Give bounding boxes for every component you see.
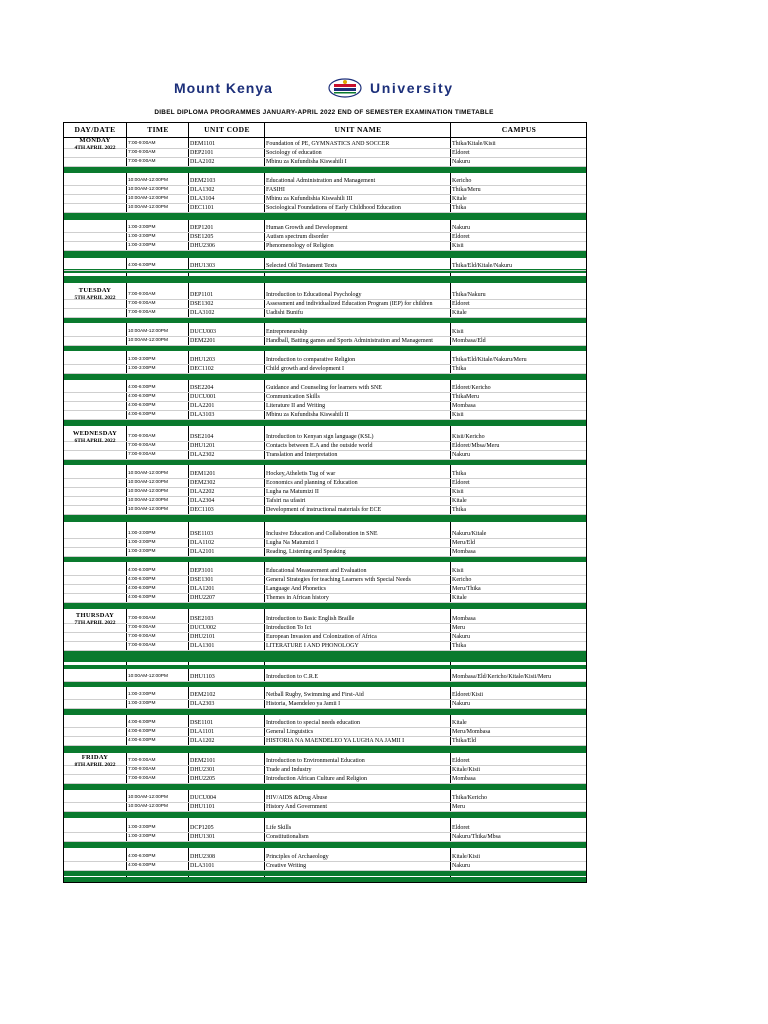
- cell-time: 10:00AM-12:00PM: [128, 674, 168, 679]
- cell-unit-name: Economics and planning of Education: [266, 480, 358, 486]
- cell-time: 7:00-9:00AM: [128, 767, 156, 772]
- cell-time: 7:00-9:00AM: [128, 758, 156, 763]
- cell-campus: Kisii: [452, 489, 464, 495]
- cell-campus: Nakuru: [452, 452, 470, 458]
- cell-time: 10:00AM-12:00PM: [128, 480, 168, 485]
- cell-time: 10:00AM-12:00PM: [128, 471, 168, 476]
- header-day-date: DAY/DATE: [74, 125, 116, 134]
- cell-unit-name: Guidance and Counseling for learners with SNE: [266, 385, 382, 391]
- cell-campus: Kericho: [452, 178, 472, 184]
- cell-unit-name: European Invasion and Colonization of Africa: [266, 634, 377, 640]
- cell-time: 1:00-3:00PM: [128, 540, 156, 545]
- cell-unit-code: DEM2103: [190, 178, 216, 184]
- cell-unit-code: DEM1101: [190, 141, 216, 147]
- cell-campus: Kisii/Kericho: [452, 434, 485, 440]
- cell-unit-code: DHU2308: [190, 854, 215, 860]
- cell-time: 1:00-3:00PM: [128, 531, 156, 536]
- cell-time: 7:00-9:00AM: [128, 625, 156, 630]
- cell-unit-name: Human Growth and Development: [266, 225, 348, 231]
- table-row: [64, 450, 586, 460]
- cell-campus: Nakuru/Kitale: [452, 531, 487, 537]
- cell-unit-code: DLA2101: [190, 549, 215, 555]
- cell-campus: Thika/Eld/Kitale/Nakuru/Meru: [452, 357, 527, 363]
- cell-unit-code: DLA2201: [190, 403, 215, 409]
- cell-unit-name: Introduction African Culture and Religion: [266, 776, 367, 782]
- table-row: [64, 241, 586, 251]
- separator-band: [64, 167, 586, 173]
- cell-unit-name: Introduction to comparative Religion: [266, 357, 356, 363]
- cell-unit-code: DSE1205: [190, 234, 214, 240]
- cell-campus: Kisii: [452, 243, 464, 249]
- cell-campus: Thika/Meru: [452, 187, 481, 193]
- cell-time: 4:00-6:00PM: [128, 568, 156, 573]
- cell-campus: Kitale: [452, 595, 467, 601]
- cell-time: 4:00-6:00PM: [128, 577, 156, 582]
- cell-unit-name: Child growth and development I: [266, 366, 344, 372]
- day-name: TUESDAY: [78, 287, 112, 294]
- cell-unit-code: DLA1102: [190, 540, 215, 546]
- table-row: [64, 774, 586, 784]
- table-row: [64, 672, 586, 682]
- separator-band: [64, 515, 586, 522]
- cell-unit-name: Assessment and individualized Education Program (IEP) for children: [266, 301, 433, 307]
- cell-campus: Eldoret/Kisii: [452, 692, 483, 698]
- day-label: [64, 287, 126, 301]
- cell-unit-name: Themes in African history: [266, 595, 329, 601]
- table-row: [64, 641, 586, 651]
- cell-time: 10:00AM-12:00PM: [128, 329, 168, 334]
- cell-unit-name: Entrepreneurship: [266, 329, 308, 335]
- cell-time: 4:00-6:00PM: [128, 738, 156, 743]
- cell-unit-code: DHU2207: [190, 595, 215, 601]
- cell-unit-name: Introduction to Educational Psychology: [266, 292, 362, 298]
- cell-unit-name: Inclusive Education and Collaboration in SNE: [266, 531, 378, 537]
- logo-text-left: Mount Kenya: [174, 80, 273, 96]
- cell-campus: Thika: [452, 643, 466, 649]
- cell-unit-code: DHU2306: [190, 243, 215, 249]
- cell-campus: Nakuru: [452, 225, 470, 231]
- table-row: [64, 157, 586, 167]
- cell-unit-code: DEP3101: [190, 568, 214, 574]
- university-crest-icon: [328, 78, 362, 98]
- cell-campus: Mombasa: [452, 403, 476, 409]
- cell-campus: Thika/Eld: [452, 738, 476, 744]
- cell-unit-name: Contacts between E.A and the outside world: [266, 443, 373, 449]
- cell-campus: Nakuru: [452, 863, 470, 869]
- cell-time: 7:00-9:00AM: [128, 452, 156, 457]
- cell-campus: Eldoret: [452, 234, 470, 240]
- cell-unit-name: Uadishi Bunifu: [266, 310, 303, 316]
- cell-unit-code: DEM2201: [190, 338, 216, 344]
- cell-unit-code: DHU2205: [190, 776, 215, 782]
- cell-campus: Meru: [452, 625, 465, 631]
- cell-unit-code: DLA3103: [190, 412, 215, 418]
- cell-campus: Mombasa: [452, 616, 476, 622]
- exam-timetable: [63, 122, 587, 883]
- cell-campus: Kisii: [452, 329, 464, 335]
- cell-unit-code: DUCU001: [190, 394, 217, 400]
- cell-unit-code: DCP1205: [190, 825, 214, 831]
- cell-time: 4:00-6:00PM: [128, 720, 156, 725]
- header-campus: CAMPUS: [501, 125, 537, 134]
- cell-unit-name: HIV/AIDS &Drug Abuse: [266, 795, 328, 801]
- cell-campus: Eldoret/Mbsa/Meru: [452, 443, 500, 449]
- cell-time: 1:00-3:00PM: [128, 825, 156, 830]
- cell-unit-code: DSE1301: [190, 577, 214, 583]
- separator-band: [64, 651, 586, 662]
- cell-unit-code: DEC1103: [190, 507, 214, 513]
- cell-unit-code: DSE1101: [190, 720, 214, 726]
- day-name: WEDNESDAY: [72, 430, 118, 437]
- cell-time: 10:00AM-12:00PM: [128, 489, 168, 494]
- cell-unit-name: Development of instructional materials for ECE: [266, 507, 382, 513]
- document-title: DIBEL DIPLOMA PROGRAMMES JANUARY-APRIL 2022 END OF SEMESTER EXAMINATION TIMETABLE: [154, 109, 494, 116]
- cell-unit-code: DHU2301: [190, 767, 215, 773]
- cell-unit-code: DLA1101: [190, 729, 215, 735]
- cell-time: 10:00AM-12:00PM: [128, 804, 168, 809]
- cell-time: 4:00-6:00PM: [128, 729, 156, 734]
- cell-unit-code: DUCU002: [190, 625, 217, 631]
- cell-campus: Eldoret: [452, 150, 470, 156]
- table-row: [64, 308, 586, 318]
- cell-time: 4:00-6:00PM: [128, 863, 156, 868]
- table-header: [64, 123, 586, 138]
- cell-time: 7:00-9:00AM: [128, 776, 156, 781]
- cell-campus: Thika: [452, 366, 466, 372]
- cell-time: 1:00-3:00PM: [128, 357, 156, 362]
- cell-time: 10:00AM-12:00PM: [128, 498, 168, 503]
- cell-unit-code: DHU1103: [190, 674, 215, 680]
- cell-unit-name: Creative Writing: [266, 863, 307, 869]
- table-row: [64, 593, 586, 603]
- cell-unit-code: DHU1303: [190, 263, 215, 269]
- cell-unit-name: Trade and Industry: [266, 767, 312, 773]
- table-row: [64, 802, 586, 812]
- cell-campus: Meru/Thika: [452, 586, 481, 592]
- cell-unit-code: DUCU003: [190, 329, 217, 335]
- cell-time: 1:00-3:00PM: [128, 225, 156, 230]
- cell-unit-code: DLA1201: [190, 586, 215, 592]
- cell-unit-name: HISTORIA NA MAENDELEO YA LUGHA NA JAMII I: [266, 738, 405, 744]
- cell-unit-code: DLA3101: [190, 863, 215, 869]
- cell-unit-code: DSE2204: [190, 385, 214, 391]
- cell-unit-code: DLA1301: [190, 643, 215, 649]
- cell-unit-code: DLA2303: [190, 701, 215, 707]
- table-row: [64, 699, 586, 709]
- cell-campus: Eldoret: [452, 825, 470, 831]
- cell-time: 1:00-3:00PM: [128, 834, 156, 839]
- cell-unit-name: LITERATURE I AND PHONOLOGY: [266, 643, 359, 649]
- cell-unit-name: Principles of Archaeology: [266, 854, 329, 860]
- cell-time: 4:00-6:00PM: [128, 854, 156, 859]
- cell-unit-name: Mbinu za Kufundisha Kiswahili I: [266, 159, 347, 165]
- cell-unit-code: DHU1301: [190, 834, 215, 840]
- cell-time: 1:00-3:00PM: [128, 243, 156, 248]
- cell-unit-name: General Linguistics: [266, 729, 314, 735]
- cell-campus: ThikaMeru: [452, 394, 479, 400]
- cell-unit-code: DEP1201: [190, 225, 214, 231]
- cell-time: 4:00-6:00PM: [128, 263, 156, 268]
- cell-campus: Meru/Eld: [452, 540, 475, 546]
- cell-unit-code: DHU1201: [190, 443, 215, 449]
- cell-campus: Nakuru: [452, 159, 470, 165]
- cell-time: 10:00AM-12:00PM: [128, 507, 168, 512]
- header-time: TIME: [147, 125, 169, 134]
- cell-time: 7:00-9:00AM: [128, 150, 156, 155]
- cell-campus: Nakuru/Thika/Mbsa: [452, 834, 501, 840]
- separator-band: [64, 842, 586, 848]
- cell-time: 7:00-9:00AM: [128, 159, 156, 164]
- cell-unit-name: Introduction to special needs education: [266, 720, 360, 726]
- separator-band: [64, 811, 586, 818]
- cell-unit-code: DEM2101: [190, 758, 216, 764]
- cell-unit-name: Selected Old Testament Texts: [266, 263, 338, 269]
- separator-band: [64, 276, 586, 283]
- cell-unit-code: DEP2101: [190, 150, 214, 156]
- cell-campus: Kitale: [452, 498, 467, 504]
- separator-band: [64, 784, 586, 790]
- day-name: THURSDAY: [75, 612, 115, 619]
- cell-unit-name: Educational Measurement and Evaluation: [266, 568, 367, 574]
- cell-unit-name: Hockey,Atheletis Tug of war: [266, 471, 336, 477]
- cell-unit-code: DLA2202: [190, 489, 215, 495]
- cell-campus: Thika/Kericho: [452, 795, 487, 801]
- cell-unit-name: Handball, Batting games and Sports Administration and Management: [266, 338, 433, 344]
- day-label: [64, 612, 126, 626]
- cell-campus: Thika/Nakuru: [452, 292, 486, 298]
- table-row: [64, 505, 586, 515]
- cell-unit-code: DSE1103: [190, 531, 214, 537]
- cell-campus: Nakuru: [452, 634, 470, 640]
- cell-unit-code: DEC1102: [190, 366, 214, 372]
- cell-unit-name: Introduction to C.R.E: [266, 674, 318, 680]
- cell-unit-code: DEP1101: [190, 292, 214, 298]
- cell-campus: Eldoret: [452, 480, 470, 486]
- table-row: [64, 336, 586, 346]
- cell-time: 4:00-6:00PM: [128, 385, 156, 390]
- cell-unit-name: Constitutionalism: [266, 834, 309, 840]
- separator-band: [64, 746, 586, 753]
- cell-campus: Mombasa: [452, 549, 476, 555]
- cell-unit-name: History And Government: [266, 804, 327, 810]
- cell-time: 7:00-9:00AM: [128, 634, 156, 639]
- table-row: [64, 736, 586, 746]
- header-unit-code: UNIT CODE: [204, 125, 250, 134]
- separator-band: [64, 251, 586, 258]
- logo-text-right: University: [370, 80, 454, 96]
- cell-time: 1:00-3:00PM: [128, 234, 156, 239]
- cell-time: 1:00-3:00PM: [128, 701, 156, 706]
- day-label: [64, 137, 126, 151]
- cell-unit-name: Tafsiri na ufasiri: [266, 498, 306, 504]
- cell-time: 10:00AM-12:00PM: [128, 196, 168, 201]
- separator-band: [64, 419, 586, 426]
- cell-time: 4:00-6:00PM: [128, 595, 156, 600]
- cell-unit-code: DHU1203: [190, 357, 215, 363]
- cell-time: 1:00-3:00PM: [128, 692, 156, 697]
- cell-unit-code: DUCU004: [190, 795, 217, 801]
- cell-campus: Kericho: [452, 577, 472, 583]
- table-row: [64, 832, 586, 842]
- cell-unit-name: Translation and Interpretation: [266, 452, 338, 458]
- cell-unit-name: Introduction to Environmental Education: [266, 758, 365, 764]
- cell-unit-name: Foundation of PE, GYMNASTICS AND SOCCER: [266, 141, 390, 147]
- cell-unit-name: Mbinu za Kufundisha Kiswahili II: [266, 412, 349, 418]
- table-row: [64, 547, 586, 557]
- cell-time: 7:00-9:00AM: [128, 292, 156, 297]
- cell-campus: Thika/Kitale/Kisii: [452, 141, 496, 147]
- day-date: 4TH APRIL 2022: [74, 145, 116, 151]
- cell-time: 7:00-9:00AM: [128, 434, 156, 439]
- separator-band: [64, 602, 586, 609]
- cell-time: 1:00-3:00PM: [128, 366, 156, 371]
- cell-time: 4:00-6:00PM: [128, 412, 156, 417]
- cell-campus: Mombasa/Eld: [452, 338, 486, 344]
- cell-unit-code: DSE2104: [190, 434, 214, 440]
- cell-time: 4:00-6:00PM: [128, 403, 156, 408]
- day-name: FRIDAY: [81, 754, 109, 761]
- cell-unit-name: Historia, Maendeleo ya Jamii I: [266, 701, 341, 707]
- separator-band: [64, 665, 586, 669]
- table-row: [64, 861, 586, 871]
- cell-time: 7:00-9:00AM: [128, 301, 156, 306]
- cell-unit-name: Communication Skills: [266, 394, 320, 400]
- cell-campus: Mombasa/Eld/Kericho/Kitale/Kisii/Meru: [452, 674, 551, 680]
- day-date: 8TH APRIL 2022: [74, 762, 116, 768]
- cell-unit-name: Educational Administration and Management: [266, 178, 376, 184]
- cell-campus: Eldoret: [452, 758, 470, 764]
- cell-campus: Kitale/Kisii: [452, 854, 480, 860]
- cell-unit-code: DHU2101: [190, 634, 215, 640]
- cell-unit-code: DHU1101: [190, 804, 215, 810]
- cell-time: 4:00-6:00PM: [128, 586, 156, 591]
- cell-unit-name: Language And Phonetics: [266, 586, 326, 592]
- cell-time: 10:00AM-12:00PM: [128, 187, 168, 192]
- cell-unit-code: DLA3104: [190, 196, 215, 202]
- cell-campus: Thika: [452, 205, 466, 211]
- cell-time: 1:00-3:00PM: [128, 549, 156, 554]
- cell-unit-name: Introduction to Basic English Braille: [266, 616, 355, 622]
- cell-campus: Thika: [452, 507, 466, 513]
- cell-time: 7:00-9:00AM: [128, 443, 156, 448]
- day-date: 5TH APRIL 2022: [74, 295, 116, 301]
- cell-unit-name: FASIHI: [266, 187, 285, 193]
- cell-unit-name: Reading, Listening and Speaking: [266, 549, 346, 555]
- cell-unit-name: Introduction To Ict: [266, 625, 312, 631]
- table-row: [64, 410, 586, 420]
- cell-unit-name: Lugha na Matumizi II: [266, 489, 319, 495]
- cell-campus: Meru/Mombasa: [452, 729, 491, 735]
- separator-band: [64, 374, 586, 380]
- cell-unit-code: DLA2102: [190, 159, 215, 165]
- cell-campus: Eldoret: [452, 301, 470, 307]
- cell-unit-code: DLA3102: [190, 310, 215, 316]
- cell-unit-code: DLA1302: [190, 187, 215, 193]
- cell-unit-name: Netball Rugby, Swimming and First-Aid: [266, 692, 364, 698]
- cell-time: 10:00AM-12:00PM: [128, 795, 168, 800]
- cell-campus: Kisii: [452, 412, 464, 418]
- cell-unit-name: Sociology of education: [266, 150, 322, 156]
- cell-unit-name: Literature II and Writing: [266, 403, 326, 409]
- cell-time: 10:00AM-12:00PM: [128, 205, 168, 210]
- cell-time: 7:00-9:00AM: [128, 310, 156, 315]
- cell-unit-code: DSE1302: [190, 301, 214, 307]
- cell-campus: Nakuru: [452, 701, 470, 707]
- separator-band: [64, 709, 586, 715]
- day-name: MONDAY: [79, 137, 111, 144]
- cell-campus: Thika: [452, 471, 466, 477]
- cell-unit-code: DLA2304: [190, 498, 215, 504]
- day-label: [64, 430, 126, 444]
- cell-unit-code: DEM2302: [190, 480, 216, 486]
- header-unit-name: UNIT NAME: [334, 125, 382, 134]
- cell-time: 7:00-9:00AM: [128, 141, 156, 146]
- cell-time: 7:00-9:00AM: [128, 643, 156, 648]
- cell-unit-code: DEM1201: [190, 471, 216, 477]
- table-row: [64, 203, 586, 213]
- cell-time: 4:00-6:00PM: [128, 394, 156, 399]
- cell-campus: Kitale: [452, 310, 467, 316]
- cell-campus: Eldoret/Kericho: [452, 385, 491, 391]
- day-date: 6TH APRIL 2022: [74, 438, 116, 444]
- cell-campus: Thika/Eld/Kitale/Nakuru: [452, 263, 512, 269]
- cell-unit-code: DLA1202: [190, 738, 215, 744]
- cell-unit-name: Sociological Foundations of Early Childhood Education: [266, 205, 401, 211]
- cell-unit-name: Life Skills: [266, 825, 292, 831]
- cell-unit-name: Mbinu za Kufundishia Kiswahili III: [266, 196, 353, 202]
- cell-time: 10:00AM-12:00PM: [128, 338, 168, 343]
- separator-band: [64, 213, 586, 220]
- cell-time: 7:00-9:00AM: [128, 616, 156, 621]
- university-header: [0, 78, 768, 102]
- cell-campus: Kisii: [452, 568, 464, 574]
- table-row: [64, 261, 586, 271]
- cell-campus: Meru: [452, 804, 465, 810]
- cell-unit-name: Autism spectrum disorder: [266, 234, 329, 240]
- table-row: [64, 364, 586, 374]
- separator-band: [64, 877, 586, 882]
- cell-campus: Mombasa: [452, 776, 476, 782]
- cell-unit-code: DSE2103: [190, 616, 214, 622]
- cell-unit-name: Introduction to Kenyan sign language (KSL): [266, 434, 374, 440]
- cell-unit-name: General Strategies for teaching Learners with Special Needs: [266, 577, 411, 583]
- cell-unit-code: DLA2302: [190, 452, 215, 458]
- day-label: [64, 754, 126, 768]
- cell-unit-name: Lugha Na Matumizi I: [266, 540, 319, 546]
- cell-time: 10:00AM-12:00PM: [128, 178, 168, 183]
- cell-unit-code: DEM2102: [190, 692, 216, 698]
- cell-unit-name: Phenomenology of Religion: [266, 243, 334, 249]
- cell-campus: Kitale: [452, 196, 467, 202]
- cell-campus: Kitale: [452, 720, 467, 726]
- day-date: 7TH APRIL 2022: [74, 620, 116, 626]
- cell-unit-code: DEC1101: [190, 205, 214, 211]
- cell-campus: Kitale/Kisii: [452, 767, 480, 773]
